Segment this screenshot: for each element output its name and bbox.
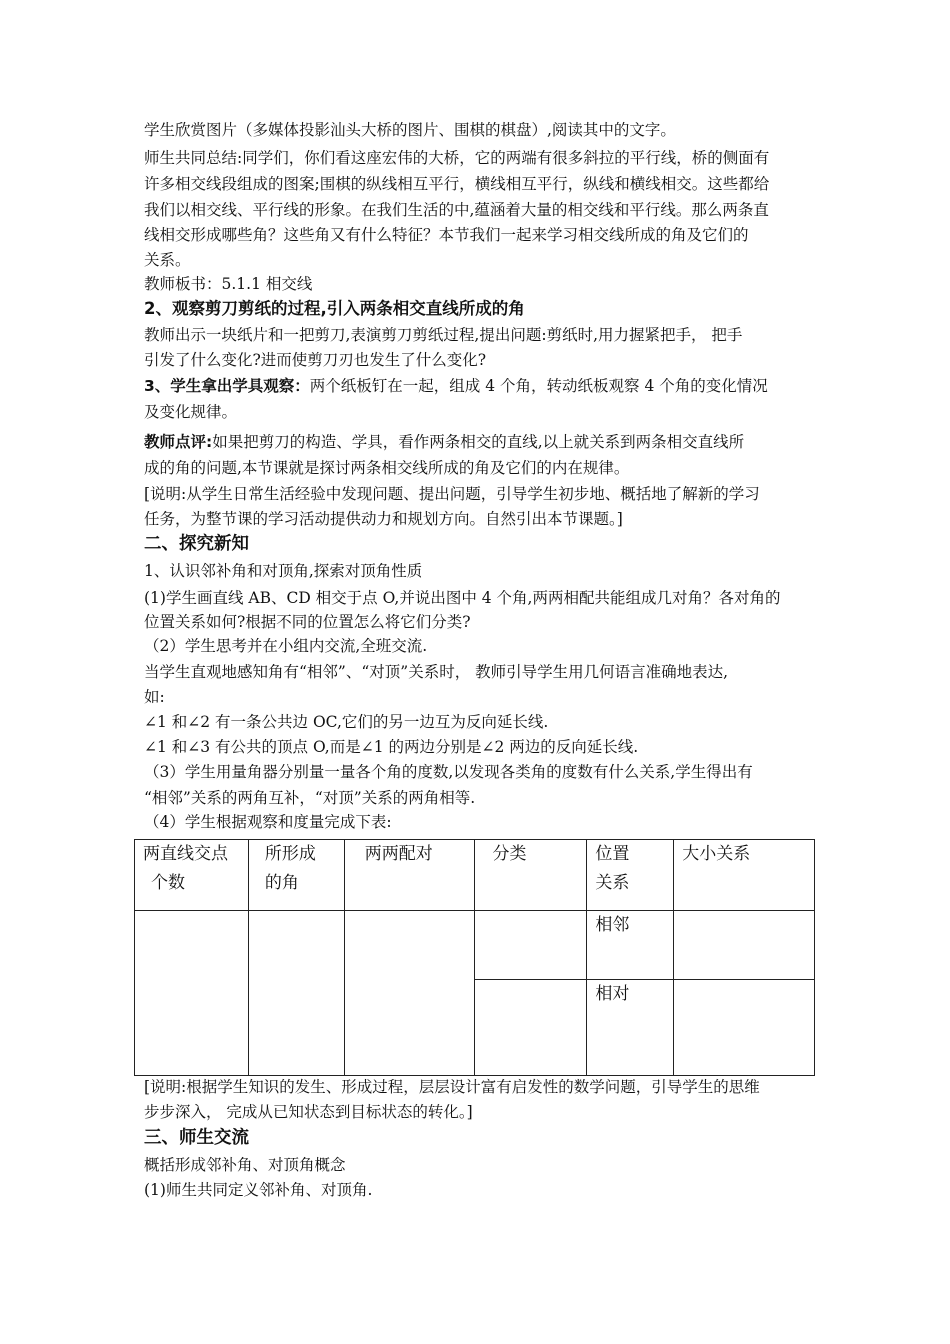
paragraph-line: 引发了什么变化?进而使剪刀刃也发生了什么变化?	[144, 351, 487, 369]
header-cell: 分类	[474, 840, 587, 911]
paragraph-line: （2）学生思考并在小组内交流,全班交流.	[144, 637, 428, 655]
paragraph-line: （4）学生根据观察和度量完成下表:	[144, 813, 392, 831]
table-cell: 相邻	[587, 911, 674, 980]
table-row	[135, 911, 815, 980]
paragraph-line: (1)学生画直线 AB、CD 相交于点 O,并说出图中 4 个角,两两相配共能组成几对角？各对角的	[144, 589, 781, 607]
table-cell	[135, 911, 249, 1076]
paragraph-line: (1)师生共同定义邻补角、对顶角.	[144, 1181, 373, 1199]
paragraph-line: 教师出示一块纸片和一把剪刀,表演剪刀剪纸过程,提出问题:剪纸时,用力握紧把手， 把手	[144, 326, 743, 344]
section-heading: 二、探究新知	[144, 534, 249, 554]
section-heading: 三、师生交流	[144, 1128, 249, 1148]
paragraph-line: 如:	[144, 688, 165, 706]
paragraph-line: ∠1 和∠2 有一条公共边 OC,它们的另一边互为反向延长线.	[144, 713, 549, 731]
paragraph-line: 1、认识邻补角和对顶角,探索对顶角性质	[144, 562, 423, 580]
paragraph-line: 关系。	[144, 251, 191, 269]
lead-label: 3、学生拿出学具观察：	[144, 377, 310, 395]
paragraph-line: “相邻”关系的两角互补，“对顶”关系的两角相等.	[144, 789, 476, 807]
table-cell	[674, 980, 815, 1076]
paragraph-line: 任务，为整节课的学习活动提供动力和规划方向。自然引出本节课题。]	[144, 510, 623, 528]
observation-table	[134, 839, 815, 1076]
header-cell: 大小关系	[674, 840, 815, 911]
paragraph-line: ∠1 和∠3 有公共的顶点 O,而是∠1 的两边分别是∠2 两边的反向延长线.	[144, 738, 639, 756]
table-cell	[474, 980, 587, 1076]
paragraph-line: 当学生直观地感知角有“相邻”、“对顶”关系时， 教师引导学生用几何语言准确地表达,	[144, 663, 729, 681]
paragraph-line: [说明:根据学生知识的发生、形成过程，层层设计富有启发性的数学问题，引导学生的思维	[144, 1078, 760, 1096]
table-cell	[248, 911, 344, 1076]
header-cell: 两两配对	[344, 840, 474, 911]
header-cell: 所形成 的角	[248, 840, 344, 911]
table-cell	[474, 911, 587, 980]
paragraph-line: 学生欣赏图片（多媒体投影汕头大桥的图片、围棋的棋盘）,阅读其中的文字。	[144, 121, 676, 139]
paragraph-line: 成的角的问题,本节课就是探讨两条相交线所成的角及它们的内在规律。	[144, 459, 630, 477]
paragraph-line: 步步深入， 完成从已知状态到目标状态的转化。]	[144, 1103, 473, 1121]
table-header-row	[135, 840, 815, 911]
paragraph-line: [说明:从学生日常生活经验中发现问题、提出问题，引导学生初步地、概括地了解新的学习	[144, 485, 760, 503]
lead-label: 教师点评:	[144, 433, 213, 451]
paragraph-line: 师生共同总结:同学们，你们看这座宏伟的大桥，它的两端有很多斜拉的平行线，桥的侧面有	[144, 149, 770, 167]
paragraph-line: 位置关系如何?根据不同的位置怎么将它们分类?	[144, 613, 471, 631]
paragraph-line	[144, 374, 768, 398]
paragraph-line: 教师板书：5.1.1 相交线	[144, 275, 313, 293]
section-heading: 2、观察剪刀剪纸的过程,引入两条相交直线所成的角	[144, 299, 525, 318]
lead-text: 两个纸板钉在一起，组成 4 个角，转动纸板观察 4 个角的变化情况	[309, 377, 768, 395]
paragraph-line: 许多相交线段组成的图案;围棋的纵线相互平行，横线相互平行，纵线和横线相交。这些都给	[144, 175, 770, 193]
paragraph-line: （3）学生用量角器分别量一量各个角的度数,以发现各类角的度数有什么关系,学生得出有	[144, 763, 753, 781]
header-cell: 两直线交点 个数	[135, 840, 249, 911]
paragraph-line	[144, 430, 744, 454]
lead-text: 如果把剪刀的构造、学具，看作两条相交的直线,以上就关系到两条相交直线所	[212, 433, 745, 451]
paragraph-line: 我们以相交线、平行线的形象。在我们生活的中,蕴涵着大量的相交线和平行线。那么两条直	[144, 201, 769, 219]
paragraph-line: 概括形成邻补角、对顶角概念	[144, 1156, 346, 1174]
paragraph-line: 线相交形成哪些角？这些角又有什么特征？本节我们一起来学习相交线所成的角及它们的	[144, 226, 749, 244]
table-cell	[344, 911, 474, 1076]
header-cell: 位置 关系	[587, 840, 674, 911]
paragraph-line: 及变化规律。	[144, 403, 238, 421]
table-cell	[674, 911, 815, 980]
table-cell: 相对	[587, 980, 674, 1076]
